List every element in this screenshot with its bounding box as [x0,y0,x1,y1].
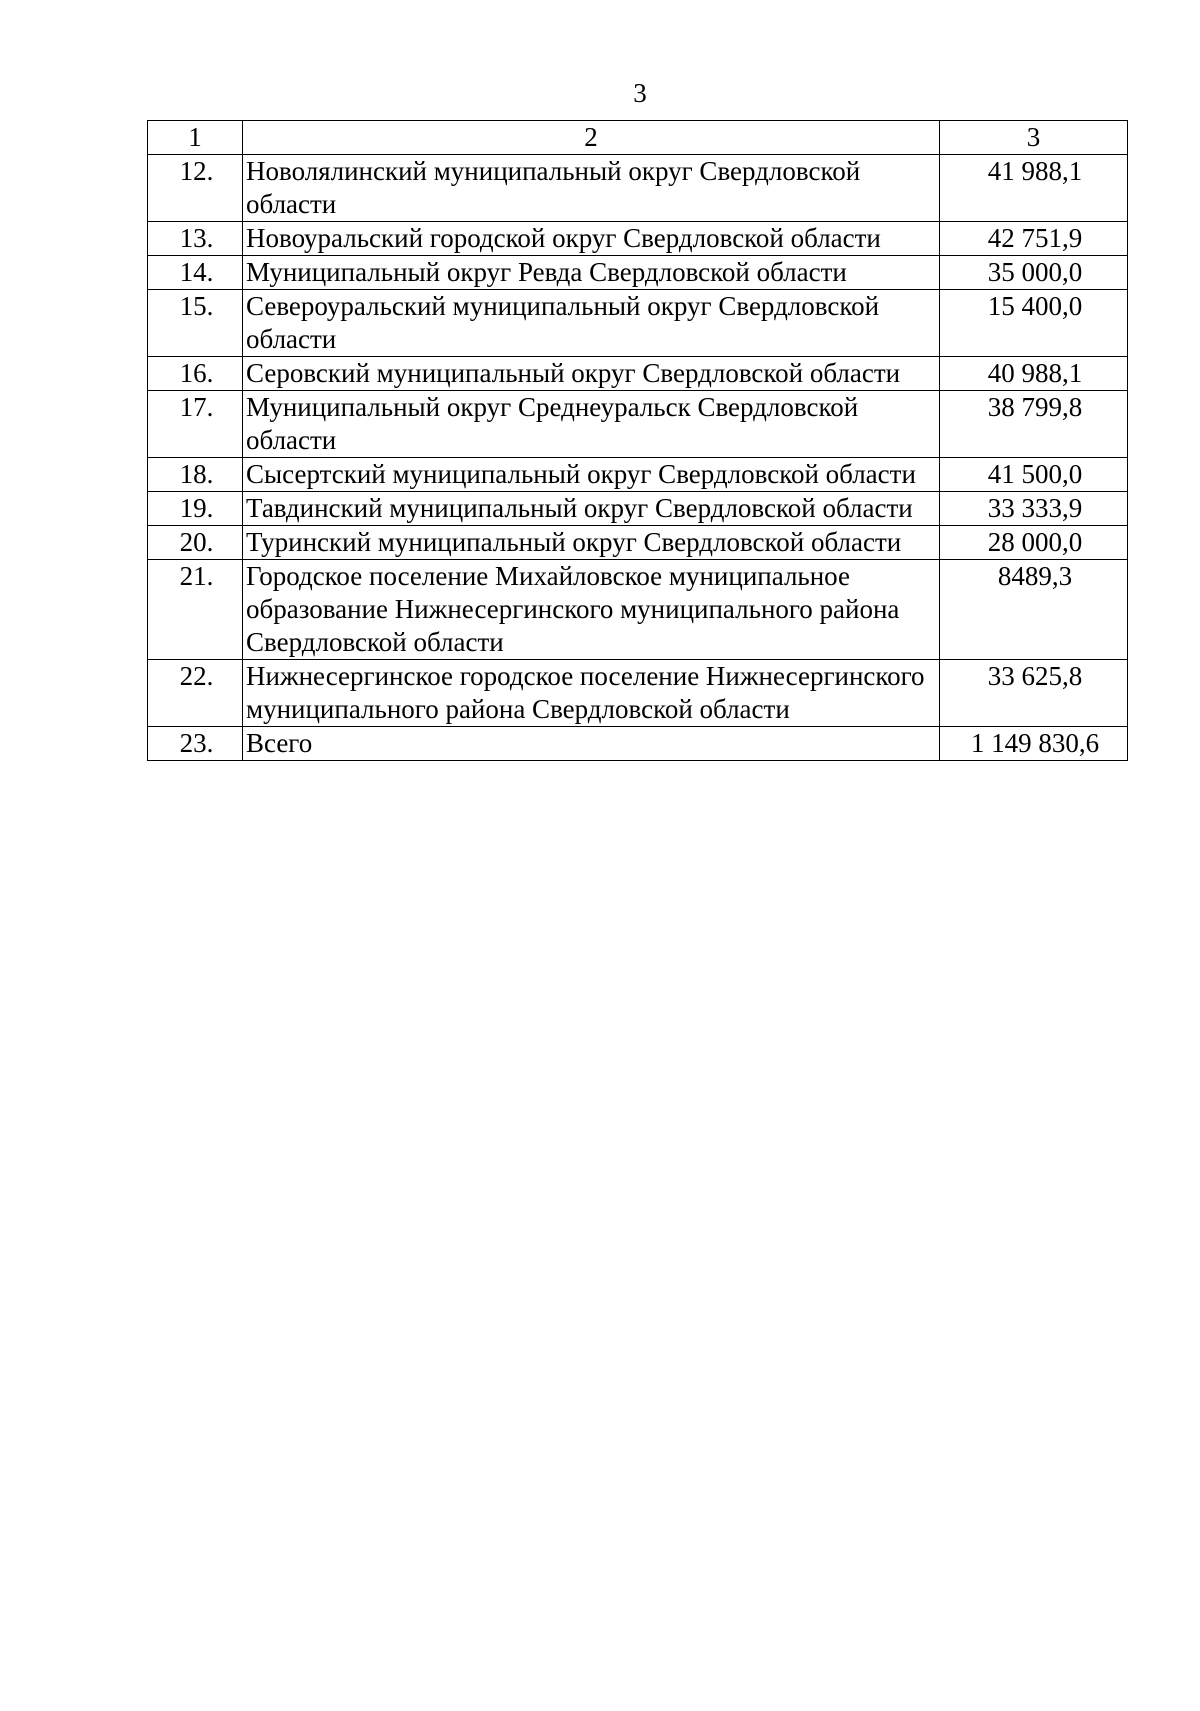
amount-value: 8489,3 [940,560,1128,660]
municipality-name: Муниципальный округ Среднеуральск Свердловской области [243,391,940,458]
municipality-name: Туринский муниципальный округ Свердловской области [243,526,940,560]
table-header-row [148,121,1128,155]
row-number: 18. [148,458,243,492]
amount-value: 42 751,9 [940,222,1128,256]
municipality-name: Муниципальный округ Ревда Свердловской области [243,256,940,290]
row-number: 17. [148,391,243,458]
amount-value: 33 333,9 [940,492,1128,526]
table-row [148,256,1128,290]
municipality-name: Нижнесергинское городское поселение Нижнесергинского муниципального района Свердловской области [243,660,940,727]
table-row [148,660,1128,727]
row-number: 21. [148,560,243,660]
row-number: 13. [148,222,243,256]
row-number: 22. [148,660,243,727]
amount-value: 40 988,1 [940,357,1128,391]
table-row [148,391,1128,458]
municipality-name: Серовский муниципальный округ Свердловской области [243,357,940,391]
table-row [148,222,1128,256]
municipality-name: Тавдинский муниципальный округ Свердловской области [243,492,940,526]
table-row [148,492,1128,526]
table-row [148,357,1128,391]
column-header-1: 1 [148,121,243,155]
amount-value: 41 500,0 [940,458,1128,492]
allocation-table [147,120,1128,761]
row-number: 16. [148,357,243,391]
table-row [148,458,1128,492]
row-number: 20. [148,526,243,560]
column-header-2: 2 [243,121,940,155]
row-number: 23. [148,727,243,761]
table-row-total [148,727,1128,761]
municipality-name: Сысертский муниципальный округ Свердловской области [243,458,940,492]
row-number: 19. [148,492,243,526]
municipality-name: Североуральский муниципальный округ Свердловской области [243,290,940,357]
municipality-name: Новолялинский муниципальный округ Свердловской области [243,155,940,222]
municipality-name: Городское поселение Михайловское муниципальное образование Нижнесергинского муниципального района Свердловской области [243,560,940,660]
table-row [148,290,1128,357]
total-label: Всего [243,727,940,761]
table-row [148,526,1128,560]
row-number: 15. [148,290,243,357]
row-number: 14. [148,256,243,290]
amount-value: 28 000,0 [940,526,1128,560]
page-number: 3 [633,78,647,108]
amount-value: 35 000,0 [940,256,1128,290]
amount-value: 38 799,8 [940,391,1128,458]
total-value: 1 149 830,6 [940,727,1128,761]
table-row [148,155,1128,222]
row-number: 12. [148,155,243,222]
amount-value: 15 400,0 [940,290,1128,357]
column-header-3: 3 [940,121,1128,155]
municipality-name: Новоуральский городской округ Свердловской области [243,222,940,256]
amount-value: 41 988,1 [940,155,1128,222]
amount-value: 33 625,8 [940,660,1128,727]
table-row [148,560,1128,660]
